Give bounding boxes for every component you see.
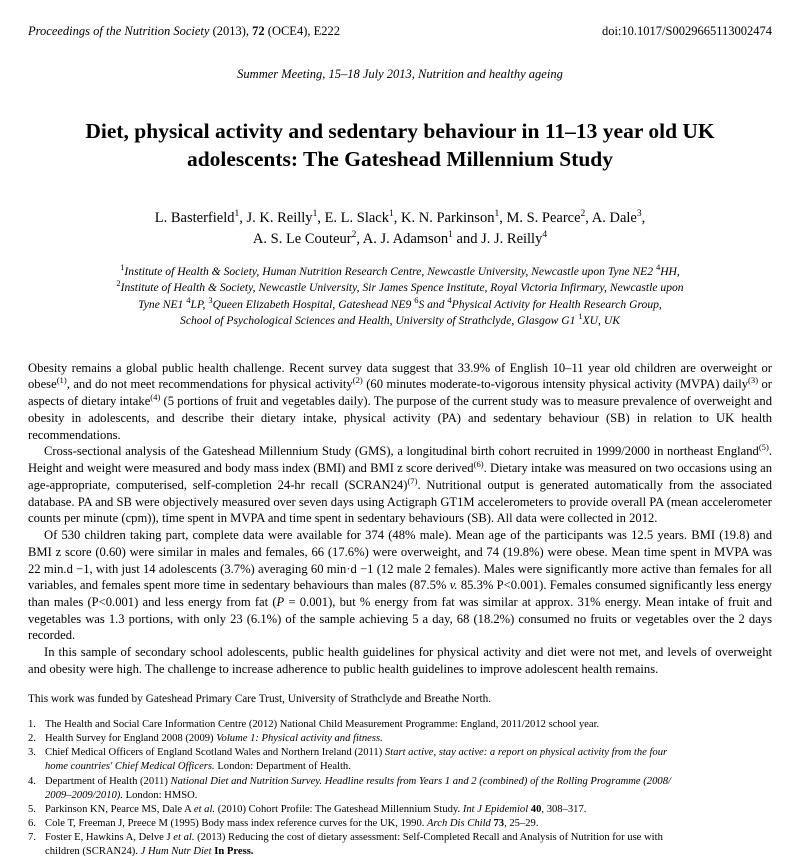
journal-citation xyxy=(28,24,340,39)
journal-page: E222 xyxy=(313,24,340,38)
reference-text: children (SCRAN24). J Hum Nutr Diet In Press. xyxy=(45,845,254,857)
reference-number xyxy=(28,760,45,774)
reference-text: Department of Health (2011) National Diet and Nutrition Survey. Headline results from Years 1 and 2 (combined) of the Rolling Programme (2008/ xyxy=(45,775,671,787)
reference-text: Cole T, Freeman J, Preece M (1995) Body mass index reference curves for the UK, 1990. Arch Dis Child 73, 25–29. xyxy=(45,817,539,829)
reference-number: 7. xyxy=(28,831,36,843)
affiliation-list xyxy=(34,264,766,330)
affiliation-line: School of Psychological Sciences and Health, University of Strathclyde, Glasgow G1 $^1$XU, UK xyxy=(180,311,620,328)
reference-number: 2. xyxy=(28,733,36,745)
reference-text: The Health and Social Care Information Centre (2012) National Child Measurement Programme: England, 2011/2012 school year. xyxy=(45,719,600,731)
reference-item xyxy=(28,831,772,845)
author-line-1: L. Basterfield$^1$, J. K. Reilly$^1$, E. L. Slack$^1$, K. N. Parkinson$^1$, M. S. Pearce$^2$, A. Dale$^3$, xyxy=(154,209,646,226)
reference-text: Foster E, Hawkins A, Delve J et al. (2013) Reducing the cost of dietary assessment: Self-Completed Recall and Analysis of Nutrition for use with xyxy=(45,831,663,843)
reference-text: home countries' Chief Medical Officers. London: Department of Health. xyxy=(45,761,351,773)
reference-text: Parkinson KN, Pearce MS, Dale A et al. (2010) Cohort Profile: The Gateshead Millennium Study. Int J Epidemiol 40, 308–317. xyxy=(45,803,587,815)
abstract-body xyxy=(28,360,772,678)
journal-issue: (OCE4), xyxy=(267,24,311,38)
meeting-info: Summer Meeting, 15–18 July 2013, Nutrition and healthy ageing xyxy=(237,67,563,81)
reference-item xyxy=(28,775,772,789)
page-title: Diet, physical activity and sedentary behaviour in 11–13 year old UK adolescents: The Gateshead Millennium Study xyxy=(85,119,715,171)
reference-item xyxy=(28,789,772,803)
reference-text: 2009–2009/2010). London: HMSO. xyxy=(45,789,198,801)
paragraph: Cross-sectional analysis of the Gateshead Millennium Study (GMS), a longitudinal birth cohort recruited in 1999/2000 in northeast England$^{(5)}$. Height and weight were measured and body mass index (BMI) and BMI z score derived$^{(6)}$. Dietary intake was measured on two occasions using an age-appropriate, computerised, self-completion 24-hr recall (SCRAN24)$^{(7)}$. Nutritional output is generated automatically from the associated database. PA and SB were objectively measured over seven days using Actigraph GT1M accelerometers to provide overall PA (mean accelerometer counts per minute (cpm)), time spent in MVPA and time spent in sedentary behaviours (SB). All data were collected in 2012. xyxy=(28,442,772,526)
doi: doi:10.1017/S0029665113002474 xyxy=(601,24,772,38)
funding-statement: This work was funded by Gateshead Primary Care Trust, University of Strathclyde and Breathe North. xyxy=(28,692,492,705)
affiliation-line: $^1$Institute of Health & Society, Human Nutrition Research Centre, Newcastle University, Newcastle upon Tyne NE2 $^4$HH, xyxy=(120,262,680,278)
reference-list xyxy=(28,718,772,858)
author-list xyxy=(44,208,756,250)
reference-text: Chief Medical Officers of England Scotland Wales and Northern Ireland (2011) Start active, stay active: a report on physical activity from the four xyxy=(45,747,668,759)
paragraph: In this sample of secondary school adolescents, public health guidelines for physical activity and diet were not met, and levels of overweight and obesity were high. The challenge to increase adherence to public health guidelines to improve adolescent health remains. xyxy=(28,645,772,676)
journal-volume: 72 xyxy=(252,24,265,38)
affiliation-line: $^2$Institute of Health & Society, Newcastle University, Sir James Spence Institute, Royal Victoria Infirmary, Newcastle upon xyxy=(116,278,684,295)
journal-year: (2013), xyxy=(212,24,250,38)
page-header xyxy=(28,24,772,39)
journal-title: Proceedings of the Nutrition Society xyxy=(28,24,210,38)
reference-number: 6. xyxy=(28,817,36,829)
reference-number xyxy=(28,789,45,803)
paragraph: Obesity remains a global public health challenge. Recent survey data suggest that 33.9% of English 10–11 year old children are overweight or obese$^{(1)}$, and do not meet recommendations for physical activity$^{(2)}$ (60 minutes moderate-to-vigorous intensity physical activity (MVPA) daily$^{(3)}$ or aspects of dietary intake$^{(4)}$ (5 portions of fruit and vegetables daily). The purpose of the current study was to measure prevalence of overweight and obesity in adolescents, and describe their dietary intake, physical activity (PA) and sedentary behaviour (SB) in relation to UK health recommendations. xyxy=(28,360,772,442)
reference-item xyxy=(28,760,772,774)
reference-number: 4. xyxy=(28,775,36,787)
reference-item xyxy=(28,732,772,746)
reference-number: 3. xyxy=(28,747,36,759)
paragraph: Of 530 children taking part, complete data were available for 374 (48% male). Mean age of the participants was 12.5 years. BMI (19.8) and BMI z score (0.60) were similar in males and females, 66 (17.6%) were overweight, and 74 (19.8%) were obese. Mean time spent in MVPA was 22 min.d −1, with just 14 adolescents (3.7%) averaging 60 min·d −1 (12 male 2 females). Males were significantly more active than females for all variables, and females spent more time in sedentary behaviours than males (87.5% v. 85.3% P<0.001). Females consumed significantly less energy than males (P<0.001) and less energy from fat (P = 0.001), but % energy from fat was similar at approx. 31% energy. Mean intake of fruit and vegetables was 1.3 portions, with only 23 (6.1%) of the sample achieving 5 a day, 68 (18.2%) consumed no fruits or vegetables over the 2 days recorded. xyxy=(28,528,772,643)
reference-item xyxy=(28,845,772,858)
reference-number: 1. xyxy=(28,719,36,731)
reference-item xyxy=(28,817,772,831)
affiliation-line: Tyne NE1 $^4$LP, $^3$Queen Elizabeth Hospital, Gateshead NE9 $^6$S and $^4$Physical Activity for Health Research Group, xyxy=(138,294,662,311)
reference-text: Health Survey for England 2008 (2009) Volume 1: Physical activity and fitness. xyxy=(45,733,383,745)
reference-item xyxy=(28,803,772,817)
reference-item xyxy=(28,718,772,732)
reference-item xyxy=(28,746,772,760)
reference-number xyxy=(28,845,45,858)
author-line-2: A. S. Le Couteur$^2$, A. J. Adamson$^1$ and J. J. Reilly$^4$ xyxy=(252,230,548,247)
reference-number: 5. xyxy=(28,803,36,815)
